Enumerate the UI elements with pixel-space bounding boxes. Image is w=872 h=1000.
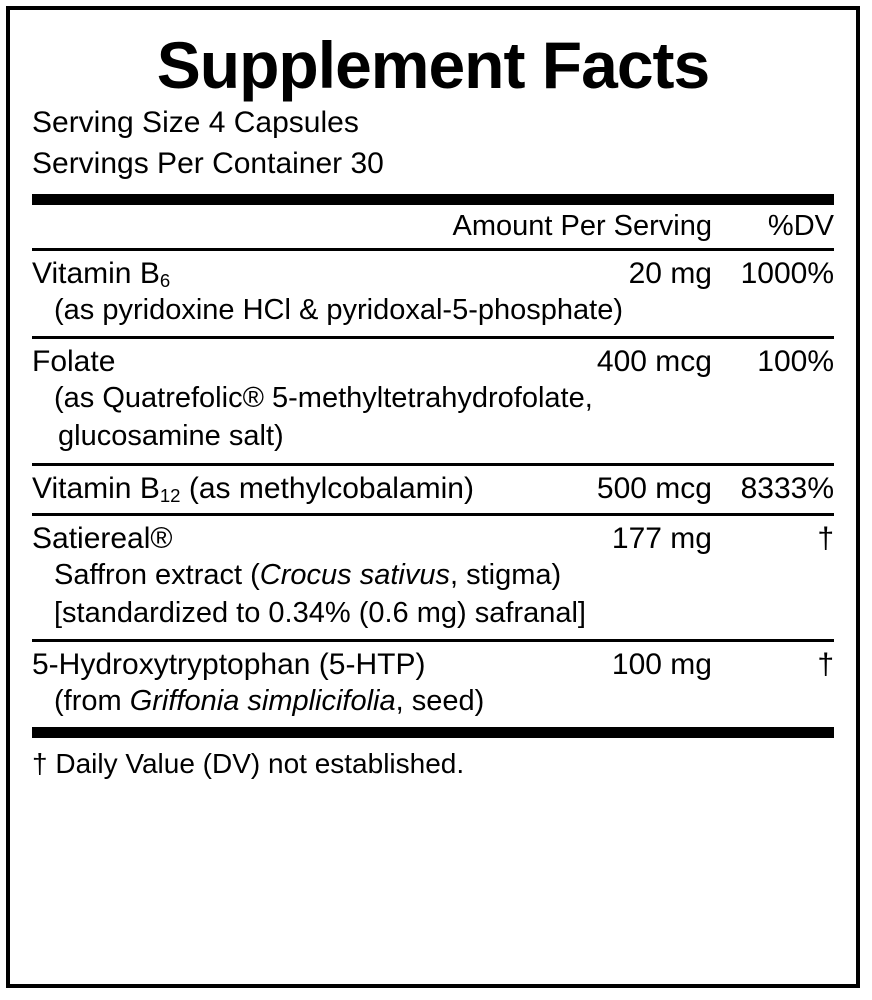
nutrient-source-line: (as pyridoxine HCl & pyridoxal-5-phosphate) <box>54 293 623 326</box>
serving-size-text: Serving Size 4 Capsules <box>32 106 359 139</box>
nutrient-source-line: glucosamine salt) <box>58 420 284 453</box>
supplement-facts-panel <box>6 6 860 988</box>
divider-thick-top <box>32 194 834 205</box>
supplement-facts-content <box>32 18 834 976</box>
servings-per-container-text: Servings Per Container 30 <box>32 147 384 181</box>
header-percent-dv: %DV <box>767 209 834 242</box>
nutrient-amount: 100 mg <box>611 648 712 682</box>
nutrient-amount: 500 mcg <box>596 471 712 505</box>
nutrient-main-line <box>32 345 834 379</box>
nutrient-source-line: (from Griffonia simplicifolia, seed) <box>54 685 485 718</box>
nutrient-dv: † <box>817 521 834 555</box>
nutrient-main-line <box>32 522 834 556</box>
header-amount-per-serving: Amount Per Serving <box>452 209 712 242</box>
nutrient-name: Folate <box>32 345 116 379</box>
nutrient-dv: 1000% <box>740 256 834 290</box>
nutrient-dv: † <box>817 648 834 682</box>
nutrient-name: 5-Hydroxytryptophan (5-HTP) <box>32 648 426 682</box>
nutrient-dv: 100% <box>757 345 834 379</box>
nutrient-amount: 400 mcg <box>596 345 712 379</box>
table-row <box>32 466 834 513</box>
table-row <box>32 516 834 640</box>
nutrient-amount: 20 mg <box>628 256 712 290</box>
nutrient-standardization-line: [standardized to 0.34% (0.6 mg) safranal] <box>54 596 586 629</box>
table-row <box>32 251 834 336</box>
column-header-row <box>32 205 834 248</box>
nutrient-main-line <box>32 472 834 506</box>
daily-value-footnote: † Daily Value (DV) not established. <box>32 748 465 780</box>
nutrient-main-line <box>32 257 834 291</box>
divider-thick-bottom <box>32 727 834 738</box>
nutrient-name: Vitamin $B_{12}$ (as methylcobalamin) <box>32 471 474 506</box>
nutrient-source-line: Saffron extract (Crocus sativus, stigma) <box>54 558 562 591</box>
nutrient-name: Satiereal® <box>32 521 173 555</box>
nutrient-main-line <box>32 648 834 682</box>
nutrient-dv: 8333% <box>740 471 834 505</box>
nutrient-amount: 177 mg <box>611 521 712 555</box>
nutrient-source-line: (as Quatrefolic® 5-methyltetrahydrofolate, <box>54 382 593 415</box>
page-title: Supplement Facts <box>156 28 710 102</box>
table-row <box>32 642 834 727</box>
nutrient-name: Vitamin $B_6$ <box>32 256 171 291</box>
table-row <box>32 339 834 463</box>
